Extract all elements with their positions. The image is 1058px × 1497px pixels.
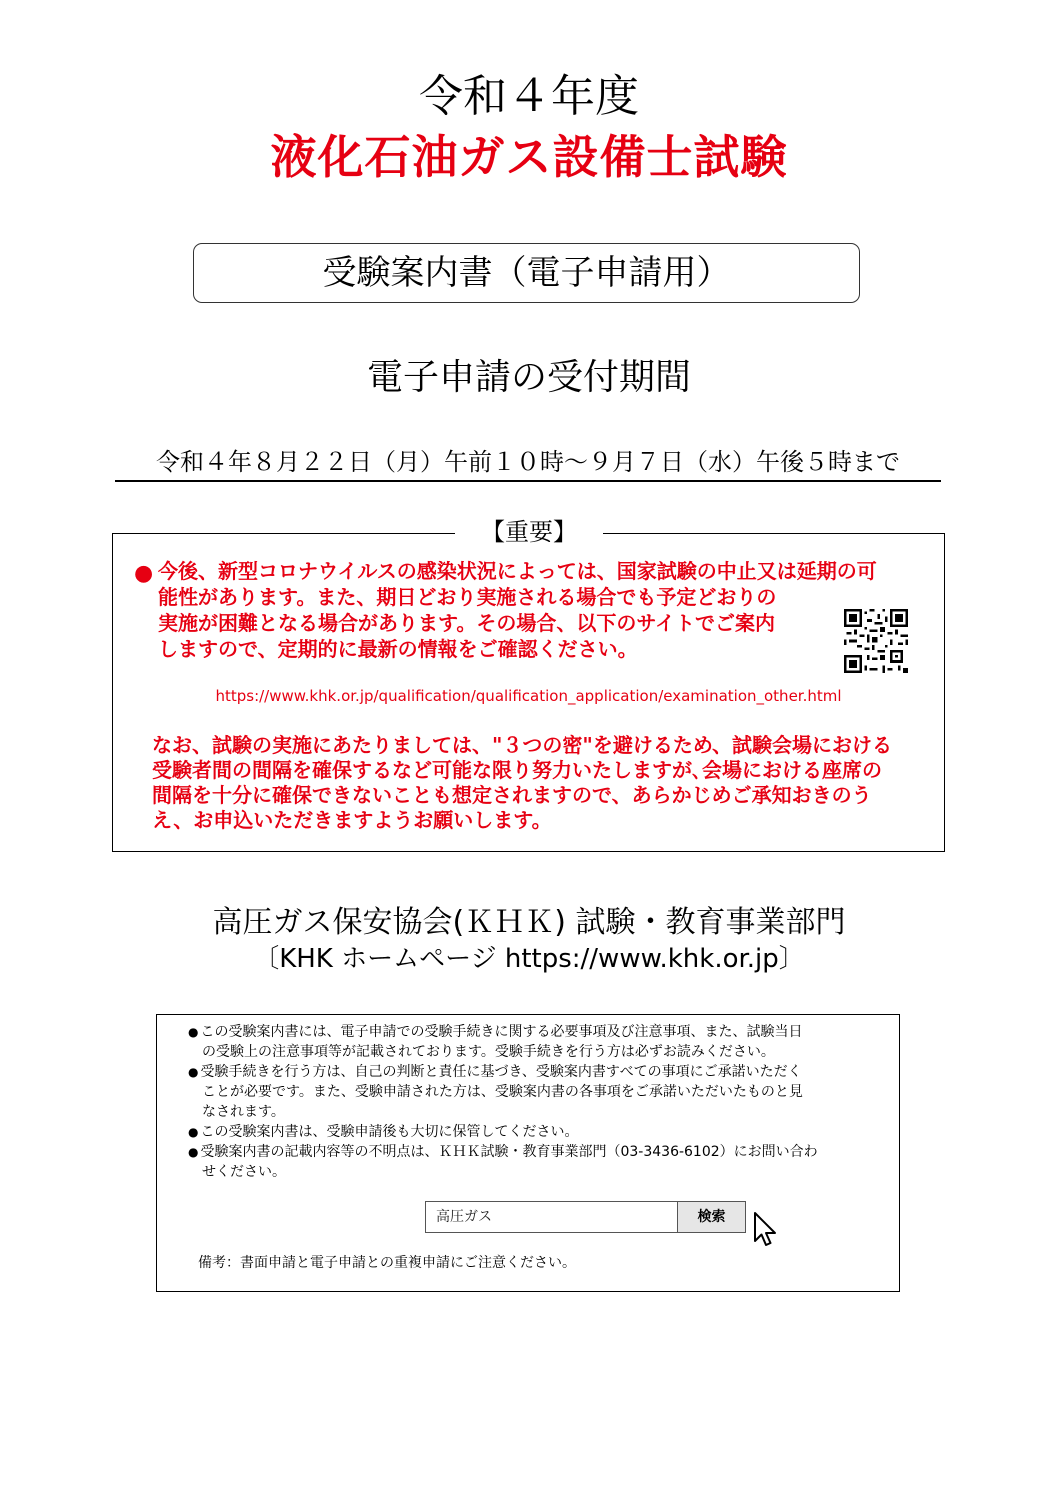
info-line: なされます。 — [202, 1104, 285, 1120]
notice-line: 受験者間の間隔を確保するなど可能な限り努力いたしますが､会場における座席の — [152, 758, 882, 782]
info-line: この受験案内書は、受験申請後も大切に保管してください。 — [200, 1124, 579, 1140]
exam-title: 液化石油ガス設備士試験 — [270, 130, 788, 184]
notice-paragraph-2 — [152, 733, 942, 833]
info-line: 受験手続きを行う方は、自己の判断と責任に基づき、受験案内書すべての事項にご承諾いただく — [200, 1064, 802, 1080]
info-line: せください。 — [202, 1164, 286, 1180]
info-line: の受験上の注意事項等が記載されております。受験手続きを行う方は必ずお読みください。 — [202, 1044, 775, 1060]
info-line: 受験案内書の記載内容等の不明点は、ＫＨＫ試験・教育事業部門（03-3436-6102）にお問い合わ — [200, 1144, 818, 1160]
search-input[interactable]: 高圧ガス — [425, 1201, 678, 1233]
period-heading: 電子申請の受付期間 — [366, 357, 691, 398]
info-line: この受験案内書には、電子申請での受験手続きに関する必要事項及び注意事項、また、試験当日 — [200, 1024, 803, 1040]
year-title: 令和４年度 — [419, 71, 639, 122]
info-item — [188, 1143, 818, 1162]
notice-url[interactable]: https://www.khk.or.jp/qualification/qualification_application/examination_other.html — [215, 687, 842, 705]
notice-line: 間隔を十分に確保できないことも想定されますので、あらかじめご承知おきのう — [152, 783, 872, 807]
notice-paragraph-1 — [158, 558, 938, 662]
info-line: ことが必要です。また、受験申請された方は、受験案内書の各事項をご承諾いただいたものと見 — [202, 1084, 803, 1100]
notice-line: 今後、新型コロナウイルスの感染状況によっては、国家試験の中止又は延期の可 — [158, 559, 877, 583]
bullet-icon: ● — [188, 1145, 199, 1159]
organization-name: 高圧ガス保安協会(ＫＨＫ) 試験・教育事業部門 — [212, 905, 846, 940]
info-item — [188, 1123, 578, 1142]
info-item — [188, 1063, 802, 1082]
bullet-icon: ● — [188, 1125, 199, 1139]
remark-text: 備考：書面申請と電子申請との重複申請にご注意ください。 — [198, 1255, 576, 1271]
notice-line: え、お申込いただきますようお願いします。 — [152, 808, 552, 832]
important-label: 【重要】 — [455, 517, 603, 547]
notice-line: 能性があります。また、期日どおり実施される場合でも予定どおりの — [158, 585, 777, 609]
notice-line: しますので、定期的に最新の情報をご確認ください。 — [158, 637, 638, 661]
notice-bullet-icon: ● — [134, 561, 154, 586]
guide-title-box: 受験案内書（電子申請用） — [193, 243, 860, 303]
bullet-icon: ● — [188, 1065, 199, 1079]
period-dates: 令和４年８月２２日（月）午前１０時～９月７日（水）午後５時まで — [115, 446, 941, 482]
search-button[interactable]: 検索 — [677, 1201, 746, 1233]
notice-line: 実施が困難となる場合があります。その場合、以下のサイトでご案内 — [158, 611, 775, 635]
info-item — [188, 1023, 802, 1042]
notice-line: なお、試験の実施にあたりましては、"３つの密"を避けるため、試験会場における — [152, 733, 893, 757]
organization-homepage[interactable]: 〔KHK ホームページ https://www.khk.or.jp〕 — [253, 944, 805, 974]
mouse-pointer-icon — [752, 1211, 780, 1249]
qr-code-icon — [844, 609, 908, 673]
bullet-icon: ● — [188, 1025, 199, 1039]
